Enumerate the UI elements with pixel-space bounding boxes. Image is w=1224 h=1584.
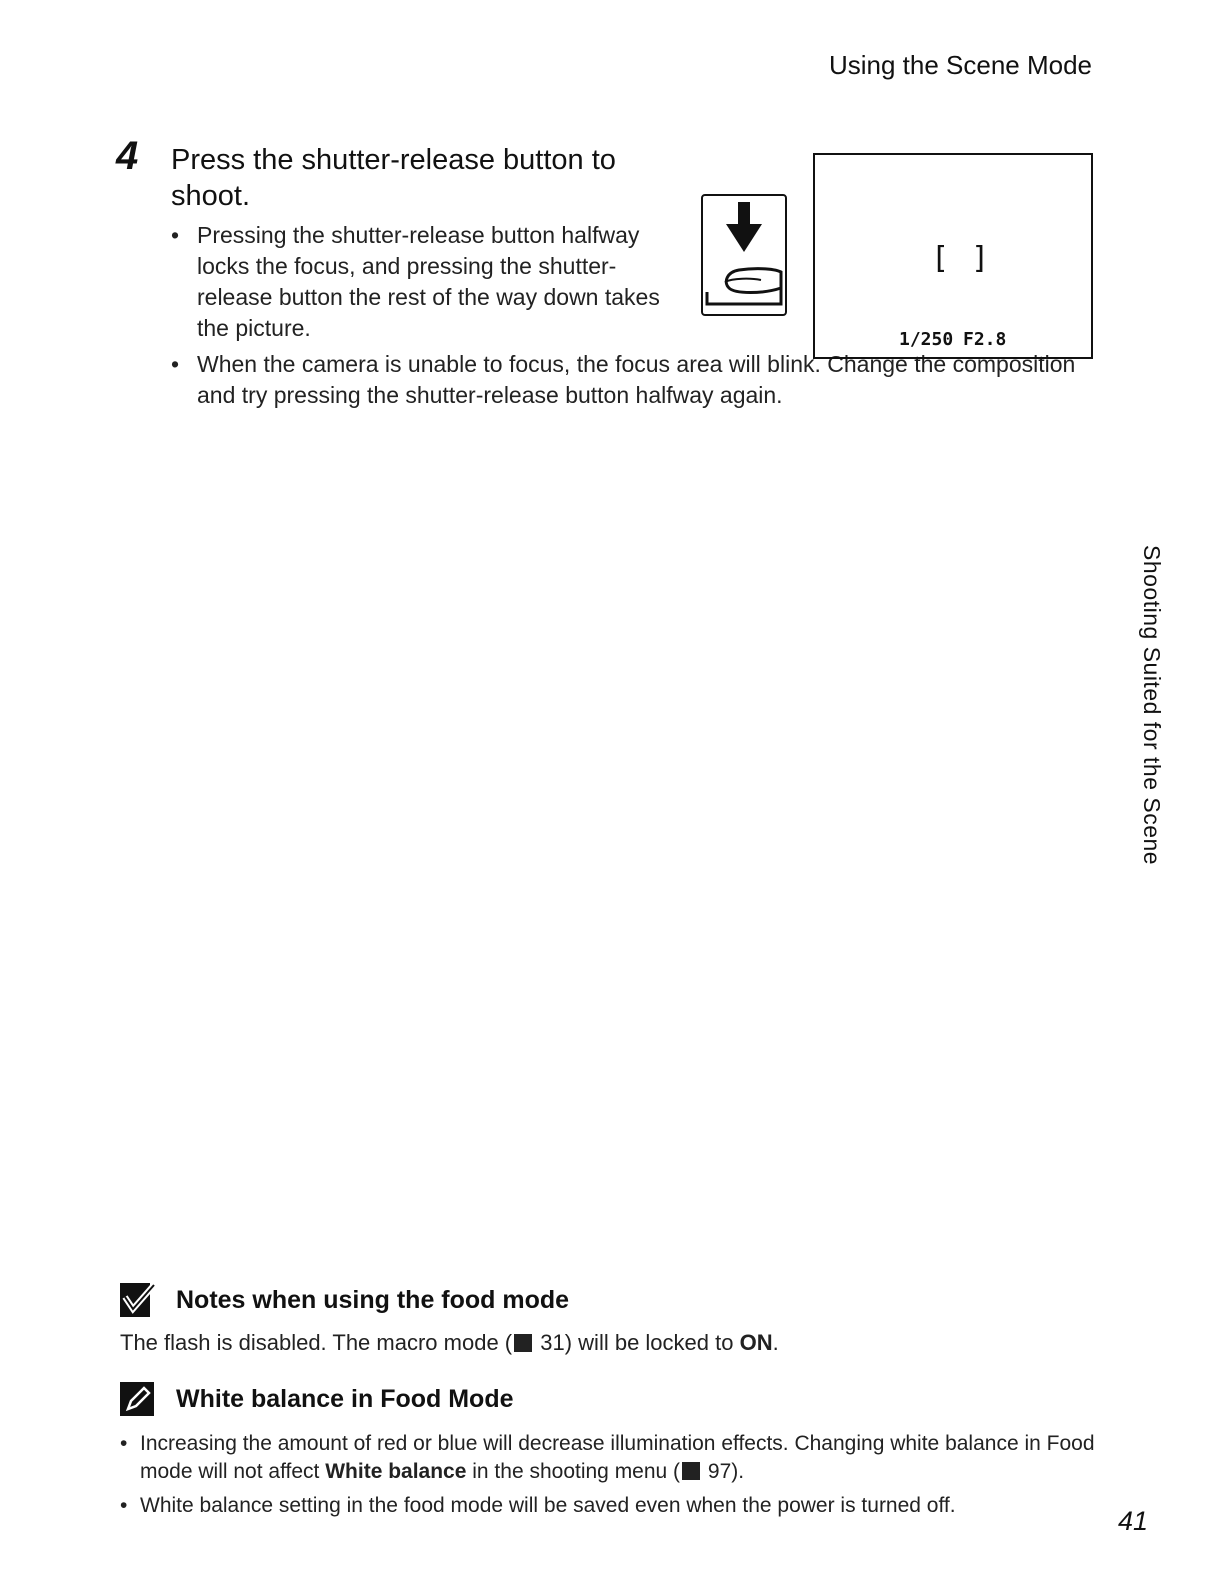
note1-text-mid: ) will be locked to [564,1330,740,1355]
note2-item1-mid: in the shooting menu ( [466,1460,681,1483]
page-reference-icon [514,1334,532,1352]
note1-ref-page: 31 [540,1330,565,1355]
note-heading-text: White balance in Food Mode [176,1384,514,1413]
white-balance-note-1 [120,1430,1110,1486]
white-balance-note-list [120,1430,1110,1526]
note1-text: The flash is disabled. The macro mode ( [120,1330,513,1355]
section-side-tab: Shooting Suited for the Scene [1139,545,1165,866]
step-bullet-1: • Pressing the shutter-release button halfway locks the focus, and pressing the shutter-release button the rest of the way down takes the picture. [171,220,663,344]
shutter-press-icon [701,194,787,316]
note2-item1-suffix: ). [731,1460,745,1483]
note2-item1-bold: White balance [325,1460,467,1483]
aperture-readout: F2.8 [963,329,1007,350]
pencil-note-icon [120,1382,156,1416]
note2-item1-text: Increasing the amount of red or blue will decrease illumination effects. Changing white balance in Food mode will not affect [140,1432,1095,1483]
white-balance-note-2: • White balance setting in the food mode will be saved even when the power is turned off. [120,1492,1110,1520]
note2-item1-ref: 97 [707,1460,732,1483]
note-heading-white-balance [120,1382,514,1416]
note1-bold-value: ON [739,1330,773,1355]
note-food-mode-body [120,1330,779,1356]
caution-check-icon [120,1283,156,1317]
page-reference-icon [682,1462,700,1480]
step-bullet-2-text: When the camera is unable to focus, the focus area will blink. Change the composition and try pressing the shutter-release button halfway again. [197,351,1076,408]
note1-text-suffix: . [772,1330,779,1355]
page-header-title: Using the Scene Mode [828,50,1092,80]
shutter-speed-readout: 1/250 [899,329,954,350]
focus-area-bracket: [ ] [931,241,992,276]
note-heading-text: Notes when using the food mode [176,1285,570,1314]
step-number: 4 [116,134,139,178]
viewfinder-display [813,153,1093,359]
page-number: 41 [1118,1506,1149,1536]
note-heading-food-mode [120,1283,569,1317]
step-title: Press the shutter-release button to shoot. [171,144,616,212]
